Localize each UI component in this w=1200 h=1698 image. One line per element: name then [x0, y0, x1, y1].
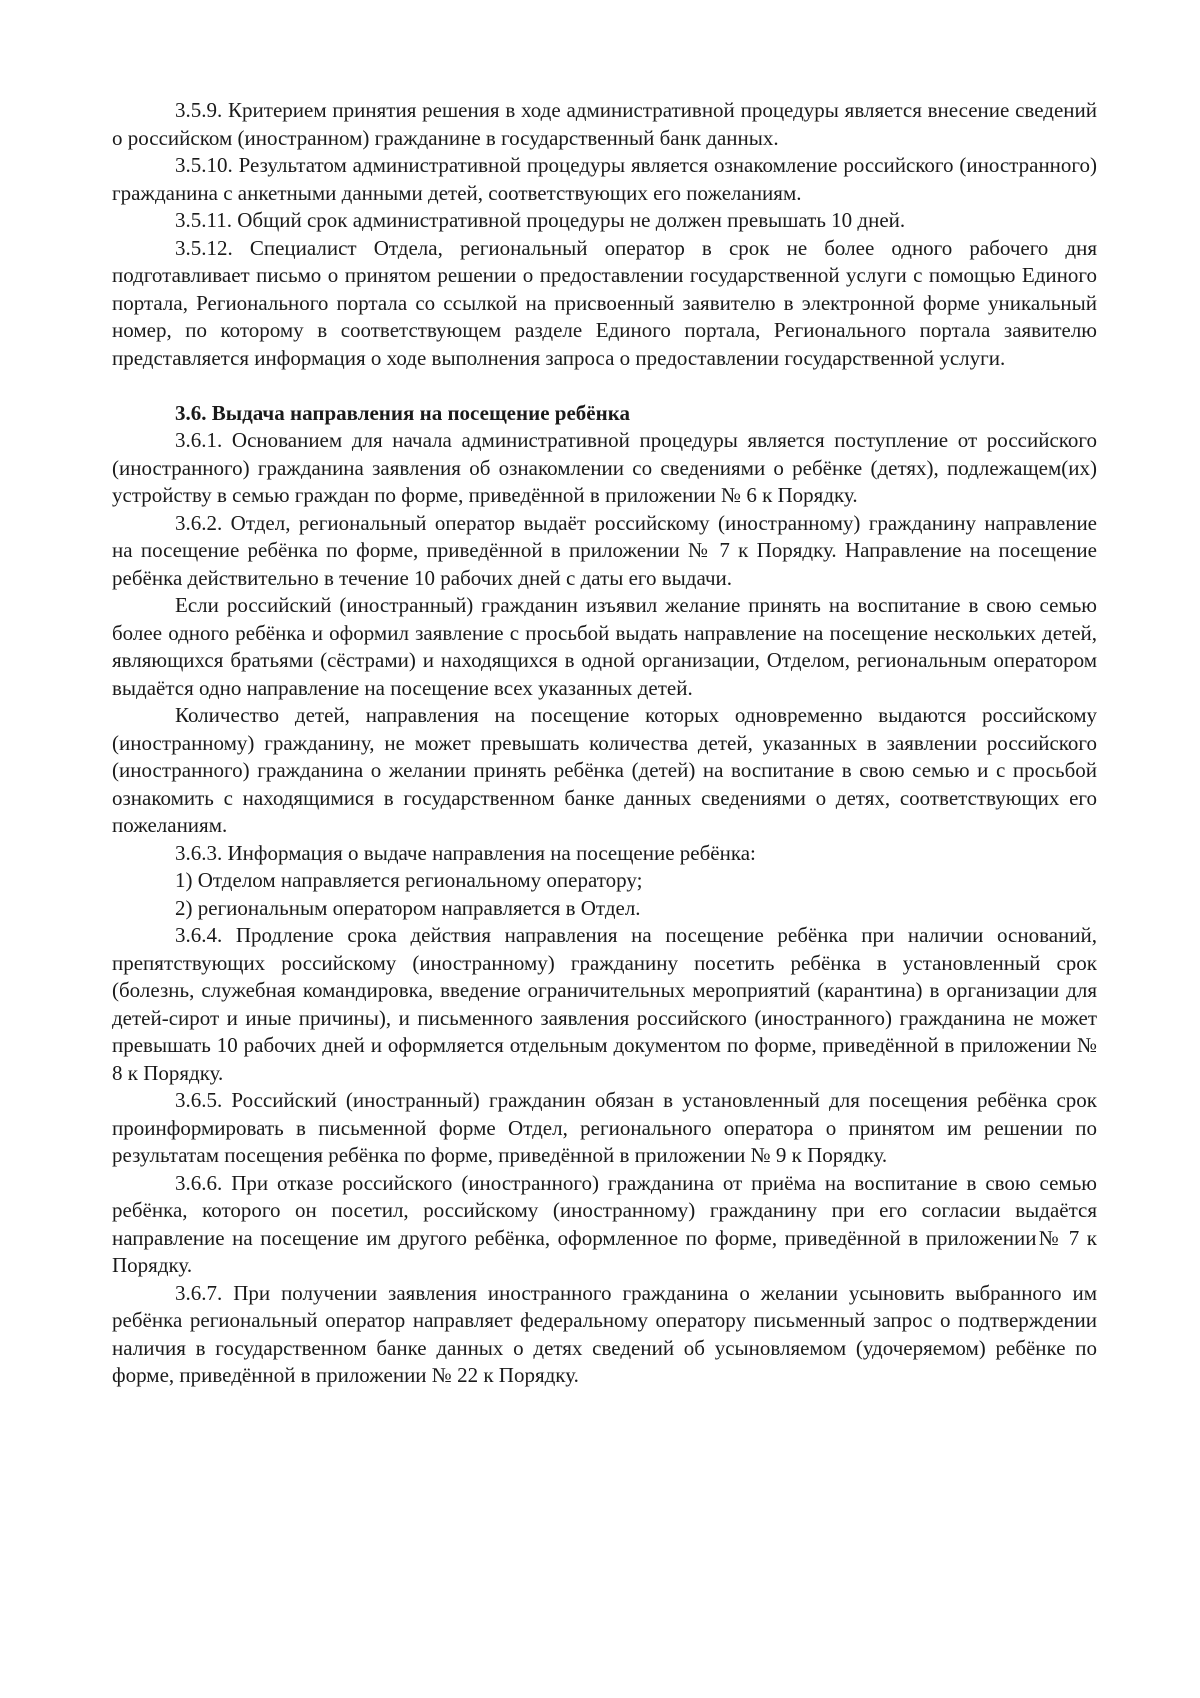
paragraph-3-6-6: 3.6.6. При отказе российского (иностранного) гражданина от приёма на воспитание в свою семью ребёнка, которого он посетил, российскому (иностранному) гражданину при его согласии выдаётся направление на посещение им другого ребёнка, оформленное по форме, приведённой в приложении№ 7 к Порядку. — [112, 1170, 1097, 1277]
list-item-1: 1) Отделом направляется региональному оператору; — [175, 868, 643, 892]
paragraph-3-6-4: 3.6.4. Продление срока действия направления на посещение ребёнка при наличии оснований, препятствующих российскому (иностранному) гражданину посетить ребёнка в установленный срок (болезнь, служебная командировка, введение ограничительных мероприятий (карантина) в организации для детей-сирот и иные причины), и письменного заявления российского (иностранного) гражданина не может превышать 10 рабочих дней и оформляется отдельным документом по форме, приведённой в приложении № 8 к Порядку. — [112, 923, 1097, 1085]
paragraph-3-5-11: 3.5.11. Общий срок административной процедуры не должен превышать 10 дней. — [175, 208, 906, 232]
paragraph-children-count: Количество детей, направления на посещение которых одновременно выдаются российскому (иностранному) гражданину, не может превышать количества детей, указанных в заявлении российского (иностранного) гражданина о желании принять ребёнка (детей) на воспитание в свою семью и с просьбой ознакомить с находящимися в государственном банке данных сведениями о детях, соответствующих его пожеланиям. — [112, 703, 1097, 837]
paragraph-3-6-1: 3.6.1. Основанием для начала административной процедуры является поступление от российского (иностранного) гражданина заявления об ознакомлении со сведениями о ребёнке (детях), подлежащем(их) устройству в семью граждан по форме, приведённой в приложении № 6 к Порядку. — [112, 428, 1097, 507]
section-heading-3-6: 3.6. Выдача направления на посещение ребёнка — [175, 400, 630, 425]
paragraph-multiple-children: Если российский (иностранный) гражданин изъявил желание принять на воспитание в свою семью более одного ребёнка и оформил заявление с просьбой выдать направление на посещение нескольких детей, являющихся братьями (сёстрами) и находящихся в одной организации, Отделом, региональным оператором выдаётся одно направление на посещение всех указанных детей. — [112, 593, 1097, 700]
paragraph-3-6-5: 3.6.5. Российский (иностранный) гражданин обязан в установленный для посещения ребёнка срок проинформировать в письменной форме Отдел, регионального оператора о принятом им решении по результатам посещения ребёнка по форме, приведённой в приложении № 9 к Порядку. — [112, 1088, 1097, 1167]
paragraph-3-6-7: 3.6.7. При получении заявления иностранного гражданина о желании усыновить выбранного им ребёнка региональный оператор направляет федеральному оператору письменный запрос о подтверждении наличия в государственном банке данных о детях сведений об усыновляемом (удочеряемом) ребёнке по форме, приведённой в приложении № 22 к Порядку. — [112, 1280, 1097, 1387]
paragraph-3-5-12: 3.5.12. Специалист Отдела, региональный оператор в срок не более одного рабочего дня подготавливает письмо о принятом решении о предоставлении государственной услуги с помощью Единого портала, Регионального портала со ссылкой на присвоенный заявителю в электронной форме уникальный номер, по которому в соответствующем разделе Единого портала, Регионального портала заявителю представляется информация о ходе выполнения запроса о предоставлении государственной услуги. — [112, 235, 1097, 370]
list-item-2: 2) региональным оператором направляется в Отдел. — [175, 895, 641, 920]
paragraph-3-5-10: 3.5.10. Результатом административной процедуры является ознакомление российского (иностранного) гражданина с анкетными данными детей, соответствующих его пожеланиям. — [112, 153, 1097, 205]
paragraph-3-6-3: 3.6.3. Информация о выдаче направления на посещение ребёнка: — [175, 840, 756, 865]
paragraph-3-5-9: 3.5.9. Критерием принятия решения в ходе административной процедуры является внесение сведений о российском (иностранном) гражданине в государственный банк данных. — [112, 98, 1097, 150]
document-page — [112, 97, 1097, 1390]
paragraph-3-6-2: 3.6.2. Отдел, региональный оператор выдаёт российскому (иностранному) гражданину направление на посещение ребёнка по форме, приведённой в приложении № 7 к Порядку. Направление на посещение ребёнка действительно в течение 10 рабочих дней с даты его выдачи. — [112, 510, 1097, 590]
